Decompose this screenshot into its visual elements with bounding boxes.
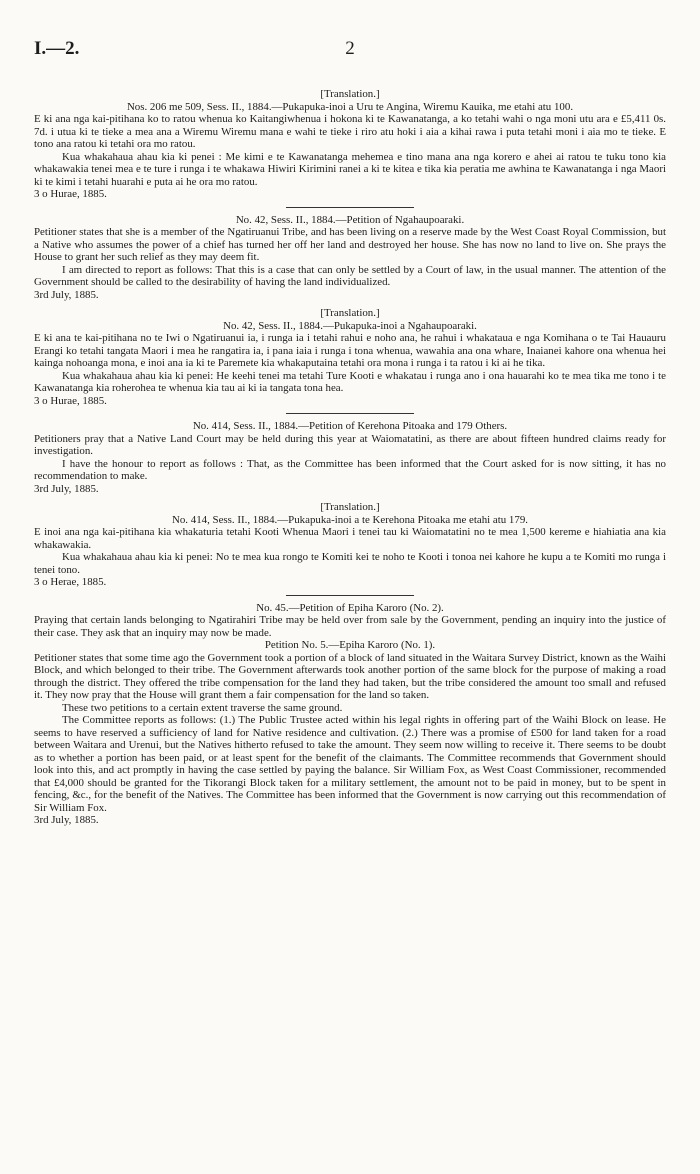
paragraph: I am directed to report as follows: That this is a case that can only be settled by a Court of law, in the usual manner. The attention of the Government should be called to the desirability of having the land individualized.	[34, 263, 666, 288]
document-body	[34, 88, 666, 827]
paragraph: Kua whakahaua ahau kia ki penei: No te mea kua rongo te Komiti kei te noho te Kooti i tonoa nei kahore he kupu a te Komiti mo runga i tenei tono.	[34, 551, 666, 576]
paragraph: E ki ana nga kai-pitihana ko to ratou whenua ko Kaitangiwhenua i hokona ki te Kawanatanga, a ko tetahi wahi o nga moni utu ara e £5,411 0s. 7d. i utua ki te tieke a mea ana a Wiremu Wiremu mana e wahi te tieke i riro atu hoki i aia a kihai rawa i puta tetahi moni i aia mo te tieke. E tono ana ratou ki tetahi ora mo ratou.	[34, 113, 666, 150]
petition-title: No. 45.—Petition of Epiha Karoro (No. 2).	[256, 601, 444, 614]
petition-title: Petition No. 5.—Epiha Karoro (No. 1).	[264, 639, 436, 651]
page-header	[34, 38, 666, 68]
paragraph: Kua whakahaua ahau kia ki penei: He keehi tenei ma tetahi Ture Kooti e whakatau i runga ano i ona hauarahi ko te mea tika me tono i te Kawanatanga kia roherohea te whenua kia tau ai ki ia tangata tona hea.	[34, 369, 666, 394]
paragraph: E ki ana te kai-pitihana no te Iwi o Ngatiruanui ia, i runga ia i tetahi rahui e noho ana, he rahui i whakataua e nga Komihana o te Tai Hauauru Erangi ko tetahi tangata Maori i mea he rangatira ia, i pana iaia i runga i tona whenua, wawahia ana ona whare, Inaianei kahore ona whenua hei kainga nohoanga mona, e inoi ana ia ki te Paremete kia whakaputaina tetahi ora mona i runga i ta ratou i ki ai he tika.	[34, 332, 666, 369]
date-line: 3 o Hurae, 1885.	[34, 188, 107, 200]
petition-title: No. 414, Sess. II., 1884.—Petition of Kerehona Pitoaka and 179 Others.	[192, 420, 508, 432]
date-line: 3rd July, 1885.	[34, 814, 99, 826]
date-line: 3rd July, 1885.	[34, 482, 99, 495]
paragraph: Praying that certain lands belonging to Ngatirahiri Tribe may be held over from sale by the Government, pending an inquiry into the justice of their case. They ask that an inquiry may now be made.	[34, 614, 666, 639]
petition-title: No. 42, Sess. II., 1884.—Pukapuka-inoi a Ngahaupoaraki.	[223, 319, 477, 332]
petition-title: No. 414, Sess. II., 1884.—Pukapuka-inoi a te Kerehona Pitoaka me etahi atu 179.	[172, 513, 528, 526]
petition-title: Nos. 206 me 509, Sess. II., 1884.—Pukapuka-inoi a Uru te Angina, Wiremu Kauika, me etahi atu 100.	[126, 100, 574, 113]
section-divider	[286, 595, 414, 596]
paragraph: E inoi ana nga kai-pitihana kia whakaturia tetahi Kooti Whenua Maori i tenei tau ki Waiomatatini no te mea 1,500 kereme e hiahiatia ana kia whakawakia.	[34, 526, 666, 551]
translation-heading: [Translation.]	[320, 88, 380, 100]
paragraph: The Committee reports as follows: (1.) The Public Trustee acted within his legal rights in offering part of the Waihi Block on lease. He seems to have reserved a sufficiency of land for Native residence and cultivation. (2.) There was a promise of £500 for land taken for a road between Waitara and Urenui, but the Natives hitherto refused to take the amount. They seem now willing to receive it. There seems to be doubt as to whether a portion has been paid, or at least spent for the benefit of the claimants. The Committee recommends that Government should look into this, and act promptly in having the case settled by paying the balance. Sir William Fox, as West Coast Commissioner, recommended that £4,000 should be granted for the Tikorangi Block taken for a military settlement, the amount not to be paid in money, but to be spent in fencing, &c., for the benefit of the Natives. The Committee has been informed that the Government is now carrying out this recommendation of Sir William Fox.	[34, 714, 666, 814]
paragraph: Petitioners pray that a Native Land Court may be held during this year at Waiomatatini, as there are about fifteen hundred claims ready for investigation.	[34, 432, 666, 457]
paragraph: I have the honour to report as follows : That, as the Committee has been informed that the Court asked for is now sitting, it has no recommendation to make.	[34, 457, 666, 482]
section-divider	[286, 207, 414, 208]
document-reference: I.—2.	[34, 38, 80, 59]
paragraph: These two petitions to a certain extent traverse the same ground.	[62, 701, 343, 714]
translation-heading: [Translation.]	[320, 501, 380, 513]
paragraph: Petitioner states that she is a member of the Ngatiruanui Tribe, and has been living on a reserve made by the West Coast Royal Commission, but a Native who assumes the power of a chief has turned her off her land and destroyed her house. She has now no land to live on. She prays the House to grant her such relief as they may deem fit.	[34, 226, 666, 263]
section-divider	[286, 413, 414, 414]
petition-title: No. 42, Sess. II., 1884.—Petition of Ngahaupoaraki.	[235, 213, 465, 226]
date-line: 3 o Herae, 1885.	[34, 576, 107, 588]
page-number: 2	[345, 38, 355, 59]
paragraph: Petitioner states that some time ago the Government took a portion of a block of land situated in the Waitara Survey District, known as the Waihi Block, and which belonged to their tribe. The Government afterwards took another portion of the same block for the purpose of making a road through the district. They offered the tribe compensation for the land they had taken, but the tribe considered the amount too small and refused it. They now pray that the House will grant them a fair compensation for the land so taken.	[34, 651, 666, 701]
translation-heading: [Translation.]	[320, 307, 380, 319]
date-line: 3 o Hurae, 1885.	[34, 394, 107, 407]
paragraph: Kua whakahaua ahau kia ki penei : Me kimi e te Kawanatanga mehemea e tino mana ana nga korero e ahei ai ratou te tuku tono kia whakawakia tenei mea e te ture i runga i te whakawa Hiwiri Kirimini ranei a ki te kitea e tika kia peratia me awhina te Kawanatanga i nga Maori ki te kimi i tetahi huarahi e puta ai he ora mo ratou.	[34, 150, 666, 188]
date-line: 3rd July, 1885.	[34, 288, 99, 301]
